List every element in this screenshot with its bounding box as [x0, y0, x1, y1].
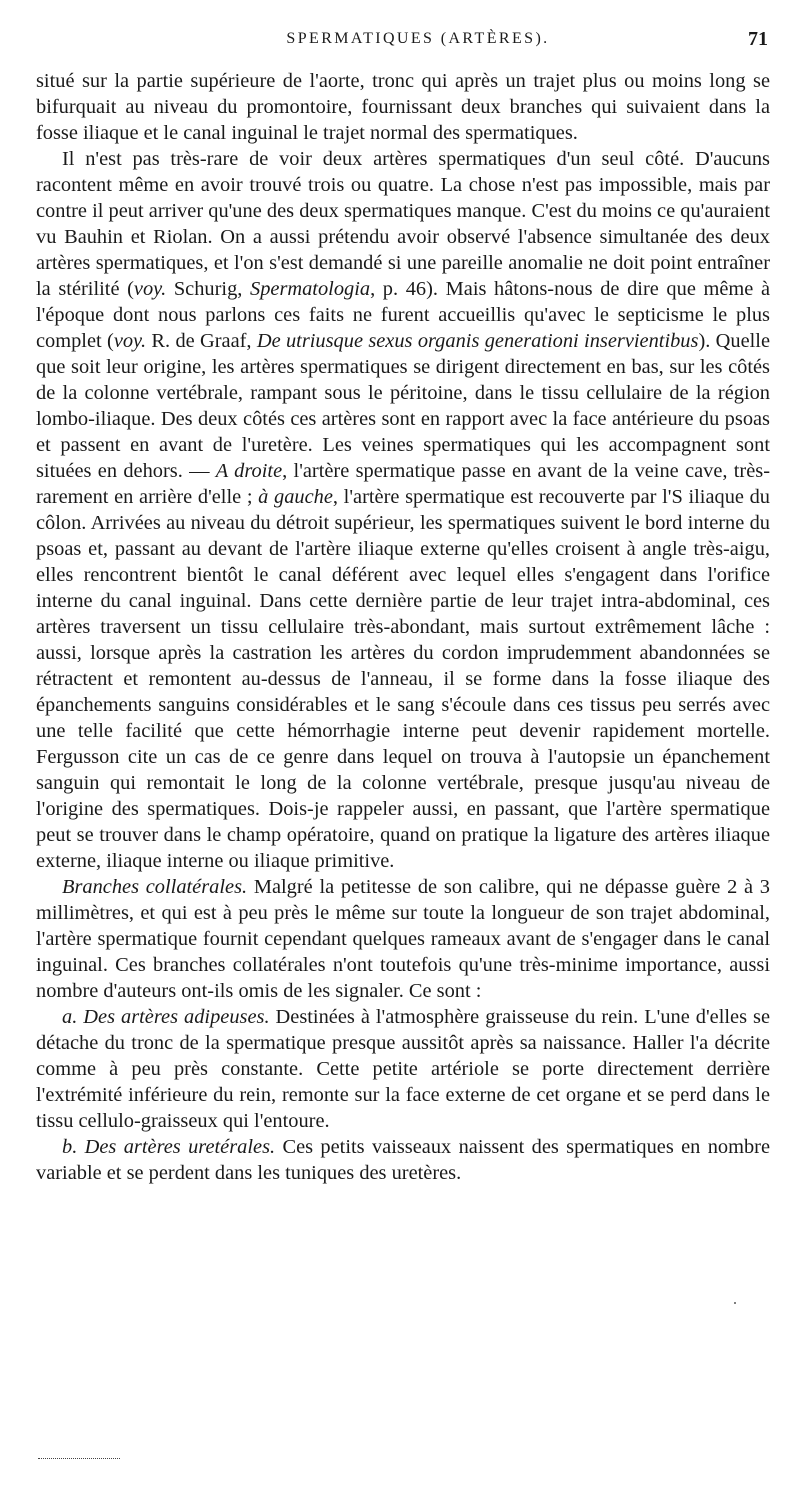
paragraph-continuation: situé sur la partie supérieure de l'aorte, tronc qui après un trajet plus ou moins long se bifurquait au niveau du promontoire, fournissant deux branches qui suivaient dans la fosse iliaque et le canal inguinal le trajet normal des spermatiques. [36, 70, 770, 144]
italic-run: voy. [113, 330, 147, 352]
text-run: Ces petits vaisseaux naissent des spermatiques en nombre variable et se perdent dans les tuniques des uretères. [36, 1136, 770, 1184]
paragraph-ureteral-arteries [36, 1134, 770, 1186]
list-item-heading-italic: b. Des artères uretérales. [62, 1136, 276, 1158]
list-item-heading-italic: a. Des artères adipeuses. [62, 1006, 270, 1028]
book-page [36, 30, 770, 1186]
text-run: Malgré la petitesse de son calibre, qui ne dépasse guère 2 à 3 millimètres, et qui est à peu près le même sur toute la longueur de son trajet abdominal, l'artère spermatique fournit cependant quelques rameaux avant de s'engager dans le canal inguinal. Ces branches collatérales n'ont toutefois qu'une très-minime importance, aussi nombre d'auteurs ont-ils omis de les signaler. Ce sont : [36, 876, 770, 1002]
page-number: 71 [748, 28, 768, 50]
text-run: , l'artère spermatique passe en avant de la veine cave, très-rarement en arrière d'elle ; [36, 460, 770, 508]
text-run: R. de Graaf, [146, 330, 257, 352]
print-speck [734, 1302, 736, 1304]
paragraph-spermatic-arteries-course [36, 146, 770, 874]
text-run: ). Quelle que soit leur origine, les artères spermatiques se dirigent directement en bas, sur les côtés de la colonne vertébrale, rampant sous le péritoine, dans le tissu cellulaire de la région lombo-iliaque. Des deux côtés ces artères sont en rapport avec la face antérieure du psoas et passent en avant de l'uretère. Les veines spermatiques qui les accompagnent sont situées en dehors. — [36, 330, 771, 482]
running-head-title: SPERMATIQUES (ARTÈRES). [286, 30, 550, 47]
paragraph-adipose-arteries [36, 1004, 770, 1134]
text-run: , p. 46). Mais hâtons-nous de dire que même à l'époque dont nous parlons ces faits ne furent accueillis qu'avec le septicisme le plus complet ( [36, 278, 770, 352]
body-text [36, 68, 770, 1186]
text-run: Il n'est pas très-rare de voir deux artères spermatiques d'un seul côté. D'aucuns racontent même en avoir trouvé trois ou quatre. La chose n'est pas impossible, mais par contre il peut arriver qu'une des deux spermatiques manque. C'est du moins ce qu'auraient vu Bauhin et Riolan. On a aussi prétendu avoir observé l'absence simultanée des deux artères spermatiques, et l'on s'est demandé si une pareille anomalie ne doit point entraîner la stérilité ( [36, 148, 770, 300]
italic-run: à gauche [258, 486, 333, 508]
text-run: Destinées à l'atmosphère graisseuse du rein. L'une d'elles se détache du tronc de la spermatique presque aussitôt après sa naissance. Haller l'a décrite comme à peu près constante. Cette petite artériole se porte directement derrière l'extrémité inférieure du rein, remonte sur la face externe de cet organe et se perd dans le tissu cellulo-graisseux qui l'entoure. [36, 1006, 771, 1132]
italic-run: De utriusque sexus organis generationi inservientibus [256, 330, 699, 352]
italic-run: Spermatologia [250, 278, 371, 300]
italic-run: voy. [133, 278, 167, 300]
italic-run: A droite [215, 460, 283, 482]
footnote-separator [38, 1458, 120, 1459]
text-run: , l'artère spermatique est recouverte par l'S iliaque du côlon. Arrivées au niveau du détroit supérieur, les spermatiques suivent le bord interne du psoas et, passant au devant de l'artère iliaque externe qu'elles croisent à angle très-aigu, elles rencontrent bientôt le canal déférent avec lequel elles s'engagent dans l'orifice interne du canal inguinal. Dans cette dernière partie de leur trajet intra-abdominal, ces artères traversent un tissu cellulaire très-abondant, mais surtout extrêmement lâche : aussi, lorsque après la castration les artères du cordon imprudemment abandonnées se rétractent et remontent au-dessus de l'anneau, il se forme dans la fosse iliaque des épanchements sanguins considérables et le sang s'écoule dans ces tissus peu serrés avec une telle facilité que cette hémorrhagie interne peut devenir rapidement mortelle. Fergusson cite un cas de ce genre dans lequel on trouva à l'autopsie un épanchement sanguin qui remontait le long de la colonne vertébrale, presque jusqu'au niveau de l'origine des spermatiques. Dois-je rappeler aussi, en passant, que l'artère spermatique peut se trouver dans le champ opératoire, quand on pratique la ligature des artères iliaque externe, iliaque interne ou iliaque primitive. [36, 486, 770, 872]
section-heading-italic: Branches collatérales. [62, 876, 248, 898]
text-run: Schurig, [166, 278, 250, 300]
paragraph-collateral-branches [36, 874, 770, 1004]
running-head [36, 30, 770, 56]
